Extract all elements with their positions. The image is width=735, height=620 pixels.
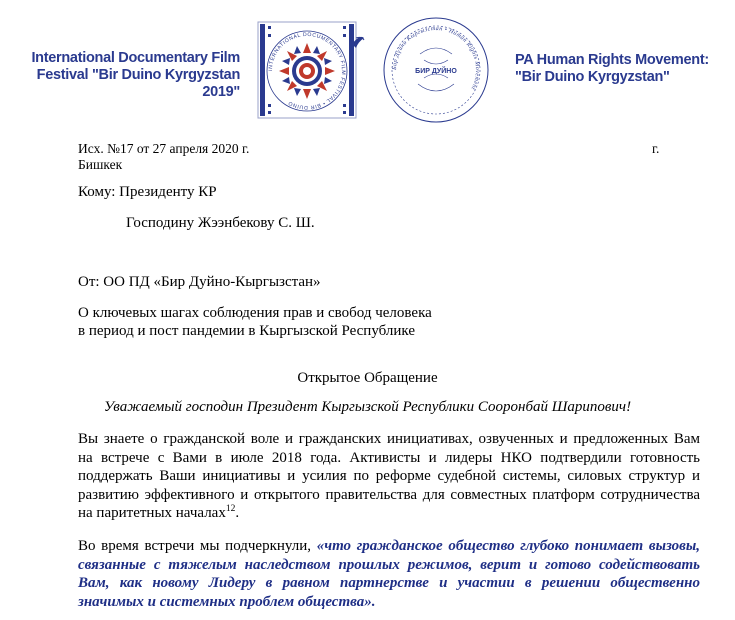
subject-line-1: О ключевых шагах соблюдения прав и свобод человека <box>78 305 432 321</box>
quote-line: связанные с тяжелым наследством прошлых режимов, верит и готово содействовать <box>78 556 700 573</box>
paragraph-1-line: поддержать Ваши инициативы и усилия по реформе судебной системы, силовых структур и <box>78 468 700 484</box>
festival-title-line2: Festival "Bir Duino Kyrgyzstan 2019" <box>36 67 240 100</box>
paragraph-1 <box>78 430 700 523</box>
footnote-reference[interactable]: 12 <box>225 504 236 514</box>
movement-logo-ring-text: Бир Дүйнө Кыргызстан • Human Rights Movement <box>391 25 481 91</box>
document-title: Открытое Обращение <box>297 370 438 386</box>
subject-line-2: в период и пост пандемии в Кыргызской Республике <box>78 323 415 339</box>
paragraph-1-line <box>78 504 700 523</box>
movement-title-line2: "Bir Duino Kyrgyzstan" <box>515 69 670 85</box>
paragraph-2-lead: Во время встречи мы подчеркнули, <box>78 538 317 554</box>
reference-year-suffix: г. <box>652 141 660 156</box>
recipient-line: Кому: Президенту КР <box>78 184 217 200</box>
movement-logo <box>380 14 492 126</box>
festival-logo-ring-text: INTERNATIONAL DOCUMENTARY FILM FESTIVAL • BIR DUINO <box>267 31 347 111</box>
sender-line: От: ОО ПД «Бир Дуйно-Кыргызстан» <box>78 274 321 290</box>
movement-title-line1: PA Human Rights Movement: <box>515 52 709 68</box>
paragraph-2-line <box>78 537 700 556</box>
movement-logo-center-text: БИР ДУЙНО <box>415 68 457 75</box>
festival-title <box>18 50 240 101</box>
quote-line: Вам, как новому Лидеру в равном партнерстве и участии в решении общественно <box>78 575 700 591</box>
paragraph-1-line: на встрече с Вами в июле 2018 года. Активисты и лидеры НКО подтвердили готовность <box>78 449 700 466</box>
movement-title <box>515 52 715 86</box>
quote-text: «что гражданское общество глубоко понимает вызовы, <box>316 538 700 554</box>
city: Бишкек <box>78 157 123 172</box>
reference-number: Исх. №17 от 27 апреля 2020 г. <box>78 141 250 156</box>
paragraph-1-line: развитию эффективного и открытого правительства для совместных платформ сотрудничества <box>78 486 700 503</box>
paragraph-1-period: . <box>235 505 240 521</box>
recipient-name: Господину Жээнбекову С. Ш. <box>126 215 315 231</box>
festival-logo <box>248 14 366 126</box>
paragraph-1-last-text: на паритетных началах <box>78 505 226 521</box>
quote-line: значимых и системных проблем общества». <box>78 593 376 610</box>
paragraph-2 <box>78 537 700 611</box>
festival-title-line1: International Documentary Film <box>31 50 240 66</box>
salutation: Уважаемый господин Президент Кыргызской Республики Сооронбай Шарипович! <box>103 399 632 415</box>
paragraph-1-line: Вы знаете о гражданской воле и гражданских инициативах, озвученных и предложенных Вам <box>78 431 700 447</box>
